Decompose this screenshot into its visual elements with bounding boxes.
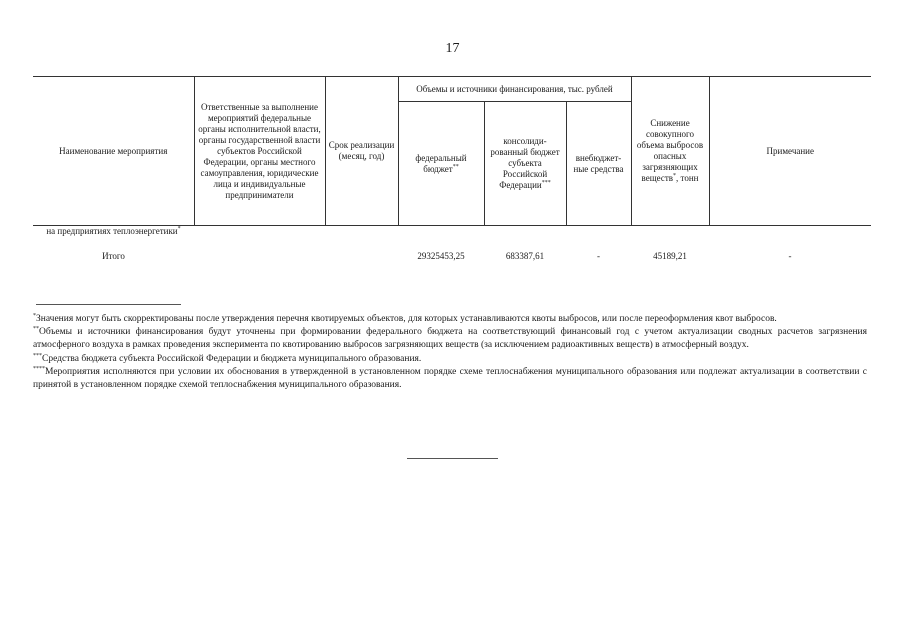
- total-federal: 29325453,25: [417, 251, 465, 261]
- end-divider: [407, 458, 498, 459]
- item-name-cell: на предприятиях теплоэнергетики*: [46, 226, 181, 236]
- header-financing: Объемы и источники финансирования, тыс. рублей: [398, 77, 631, 102]
- header-note: Примечание: [709, 77, 871, 226]
- financing-table: [33, 76, 871, 262]
- total-reduction: 45189,21: [653, 251, 687, 261]
- header-federal: федеральный бюджет**: [398, 102, 484, 226]
- total-row: [33, 237, 871, 262]
- footnotes: [33, 313, 867, 392]
- total-note: -: [788, 251, 792, 261]
- header-consolidated: консолиди-рованный бюджет субъекта Российской Федерации***: [484, 102, 566, 226]
- footnote-divider: [36, 304, 181, 305]
- total-consolidated: 683387,61: [505, 251, 545, 261]
- header-extrabudget: внебюджет-ные средства: [566, 102, 631, 226]
- header-reduction: Снижение совокупного объема выбросов опасных загрязняющих веществ*, тонн: [631, 77, 709, 226]
- footnote: ****Мероприятия исполняются при условии их обоснования в утвержденной в установленном порядке схеме теплоснабжения муниципального образования или подлежат актуализации в соответствии с принятой в установленном порядке схемой теплоснабжения муниципального образования.: [33, 365, 867, 391]
- page-number: 17: [445, 41, 460, 56]
- header-name: Наименование мероприятия: [33, 77, 194, 226]
- footnote: ***Средства бюджета субъекта Российской Федерации и бюджета муниципального образования.: [33, 352, 422, 364]
- total-label: Итого: [102, 251, 125, 261]
- table-row: [33, 226, 871, 238]
- footnote: *Значения могут быть скорректированы после утверждения перечня квотируемых объектов, для которых устанавливаются квоты выбросов, или после переоформления квот выбросов.: [33, 313, 777, 324]
- header-term: Срок реализации (месяц, год): [325, 77, 398, 226]
- total-extrabudget: -: [597, 251, 600, 261]
- footnote: **Объемы и источники финансирования будут уточнены при формировании федерального бюджета на соответствующий финансовый год с учетом актуализации сводных расчетов загрязнения атмосферного воздуха в рамках проведения эксперимента по квотированию выбросов загрязняющих веществ (за исключением радиоактивных веществ) в атмосферный воздух.: [33, 326, 867, 351]
- header-responsible: Ответственные за выполнение мероприятий федеральные органы исполнительной власти, органы государственной власти субъектов Российской Федерации, органы местного самоуправления, юридические лица и индивидуальные предприниматели: [194, 77, 325, 226]
